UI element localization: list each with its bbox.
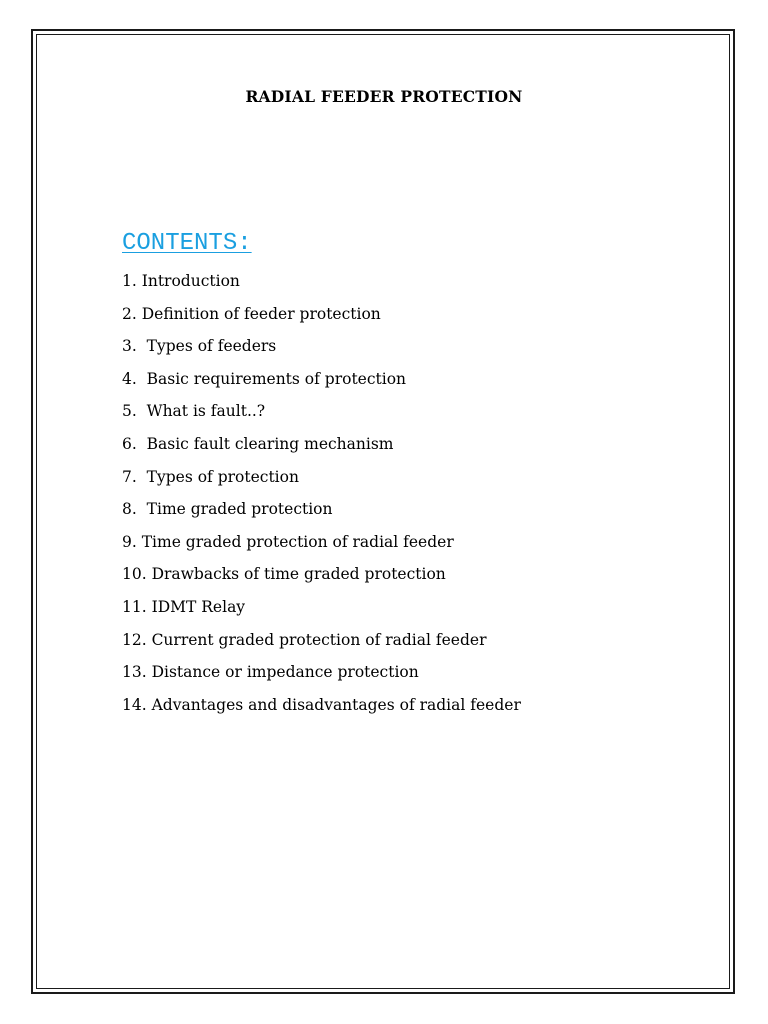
contents-item: 11. IDMT Relay <box>122 597 246 616</box>
contents-item: 8. Time graded protection <box>122 500 333 519</box>
contents-item: 14. Advantages and disadvantages of radial feeder <box>122 695 521 714</box>
contents-item: 1. Introduction <box>122 272 240 290</box>
contents-heading: CONTENTS: <box>122 230 252 257</box>
contents-item: 6. Basic fault clearing mechanism <box>122 434 394 453</box>
contents-item: 4. Basic requirements of protection <box>122 369 407 388</box>
contents-item: 13. Distance or impedance protection <box>122 663 419 682</box>
contents-item: 10. Drawbacks of time graded protection <box>122 565 446 584</box>
contents-item: 2. Definition of feeder protection <box>122 304 381 323</box>
contents-item: 5. What is fault..? <box>122 402 266 421</box>
contents-item: 7. Types of protection <box>122 467 299 486</box>
document-title: RADIAL FEEDER PROTECTION <box>245 87 523 106</box>
contents-item: 12. Current graded protection of radial feeder <box>122 630 487 649</box>
contents-item: 3. Types of feeders <box>122 337 277 356</box>
contents-list <box>122 270 521 726</box>
contents-item: 9. Time graded protection of radial feeder <box>122 532 454 551</box>
